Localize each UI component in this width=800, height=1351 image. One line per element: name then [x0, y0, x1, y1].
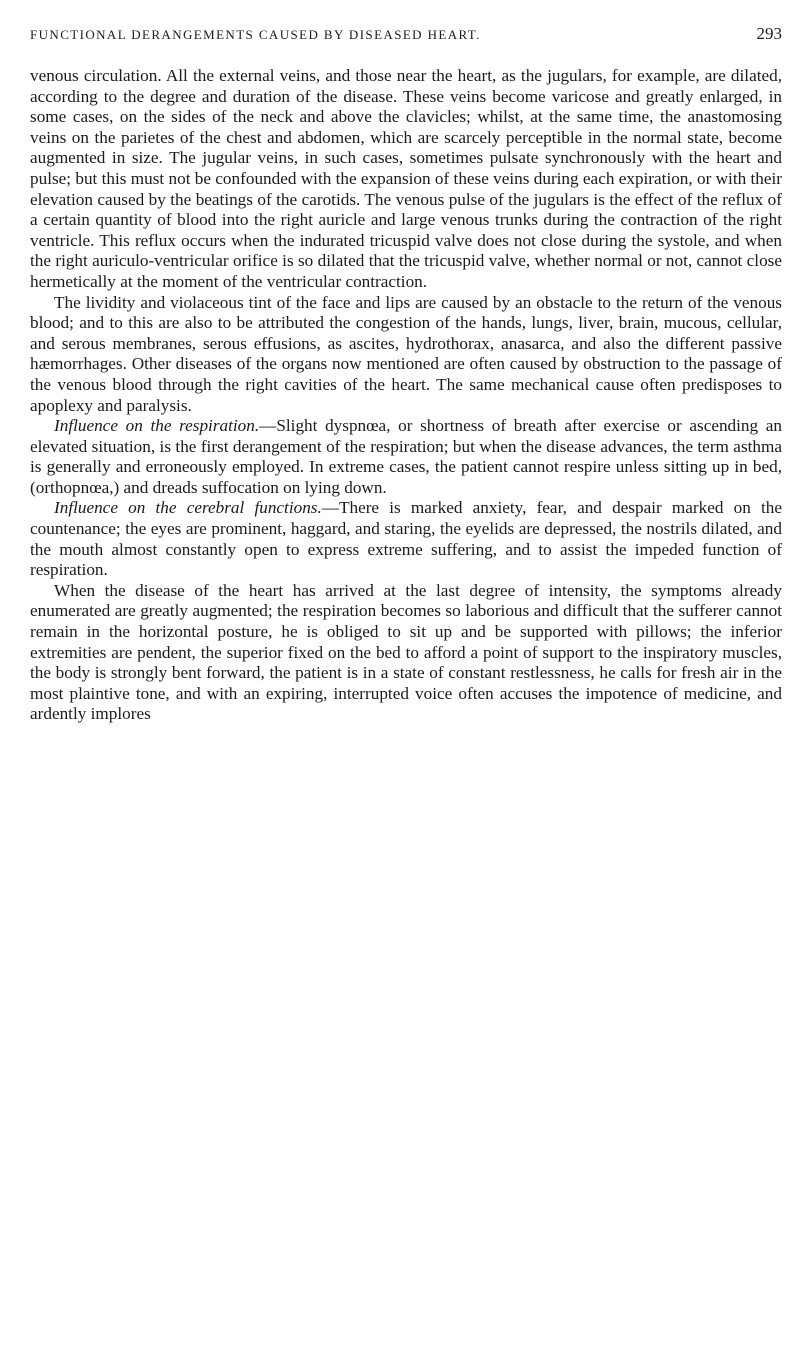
book-page	[30, 24, 782, 1334]
paragraph-respiration	[30, 416, 782, 498]
running-head	[30, 24, 782, 66]
paragraph-text: The lividity and violaceous tint of the face and lips are caused by an obstacle to the return of the venous blood; and to this are also to be attributed the congestion of the hands, lungs, liver, brain, mucous, cellular, and serous membranes, serous effusions, as ascites, hydrothorax, anasarca, and also the different passive hæmorrhages. Other diseases of the organs now mentioned are often caused by obstruction to the passage of the venous blood through the right cavities of the heart. The same mechanical cause often predisposes to apoplexy and paralysis.	[30, 292, 782, 415]
body-text	[30, 66, 782, 725]
paragraph-last-degree	[30, 581, 782, 725]
paragraph-lividity	[30, 293, 782, 417]
paragraph-text: When the disease of the heart has arrived at the last degree of intensity, the symptoms already enumerated are greatly augmented; the respiration becomes so laborious and difficult that the sufferer cannot remain in the horizontal posture, he is obliged to sit up and be supported with pillows; the inferior extremities are pendent, the superior fixed on the bed to afford a point of support to the inspiratory muscles, the body is strongly bent forward, the patient is in a state of constant restlessness, he calls for fresh air in the most plaintive tone, and with an expiring, interrupted voice often accuses the impotence of medicine, and ardently implores	[30, 580, 782, 724]
paragraph-lead-italic: Influence on the respiration.	[54, 416, 260, 436]
paragraph-text: venous circulation. All the external veins, and those near the heart, as the jugulars, for example, are dilated, according to the degree and duration of the disease. These veins become varicose and greatly enlarged, in some cases, on the sides of the neck and above the clavicles; whilst, at the same time, the anastomosing veins on the parietes of the chest and abdomen, which are scarcely perceptible in the normal state, become augmented in size. The jugular veins, in such cases, sometimes pulsate synchronously with the heart and pulse; but this must not be confounded with the expansion of these veins during each expiration, or with their elevation caused by the beatings of the carotids. The venous pulse of the jugulars is the effect of the reflux of a certain quantity of blood into the right auricle and large venous trunks during the contraction of the right ventricle. This reflux occurs when the indurated tricuspid valve does not close during the systole, and when the right auriculo-ventricular orifice is so dilated that the tricuspid valve, whether normal or not, cannot close hermetically at the moment of the ventricular contraction.	[30, 66, 782, 291]
paragraph-text: —Slight dyspnœa, or shortness of breath after exercise or ascending an elevated situation, is the first derangement of the respiration; but when the disease advances, the term asthma is generally and erroneously employed. In extreme cases, the patient cannot respire unless sitting up in bed, (orthopnœa,) and dreads suffocation on lying down.	[30, 416, 782, 497]
running-title: FUNCTIONAL DERANGEMENTS CAUSED BY DISEASED HEART.	[30, 27, 481, 42]
paragraph-lead-italic: Influence on the cerebral functions.	[54, 498, 322, 518]
paragraph-cerebral	[30, 498, 782, 580]
paragraph-text: —There is marked anxiety, fear, and despair marked on the countenance; the eyes are prominent, haggard, and staring, the eyelids are depressed, the nostrils dilated, and the mouth almost constantly open to express extreme suffering, and to assist the impeded function of respiration.	[30, 498, 782, 580]
page-number: 293	[756, 24, 782, 43]
paragraph-venous-circulation	[30, 66, 782, 293]
